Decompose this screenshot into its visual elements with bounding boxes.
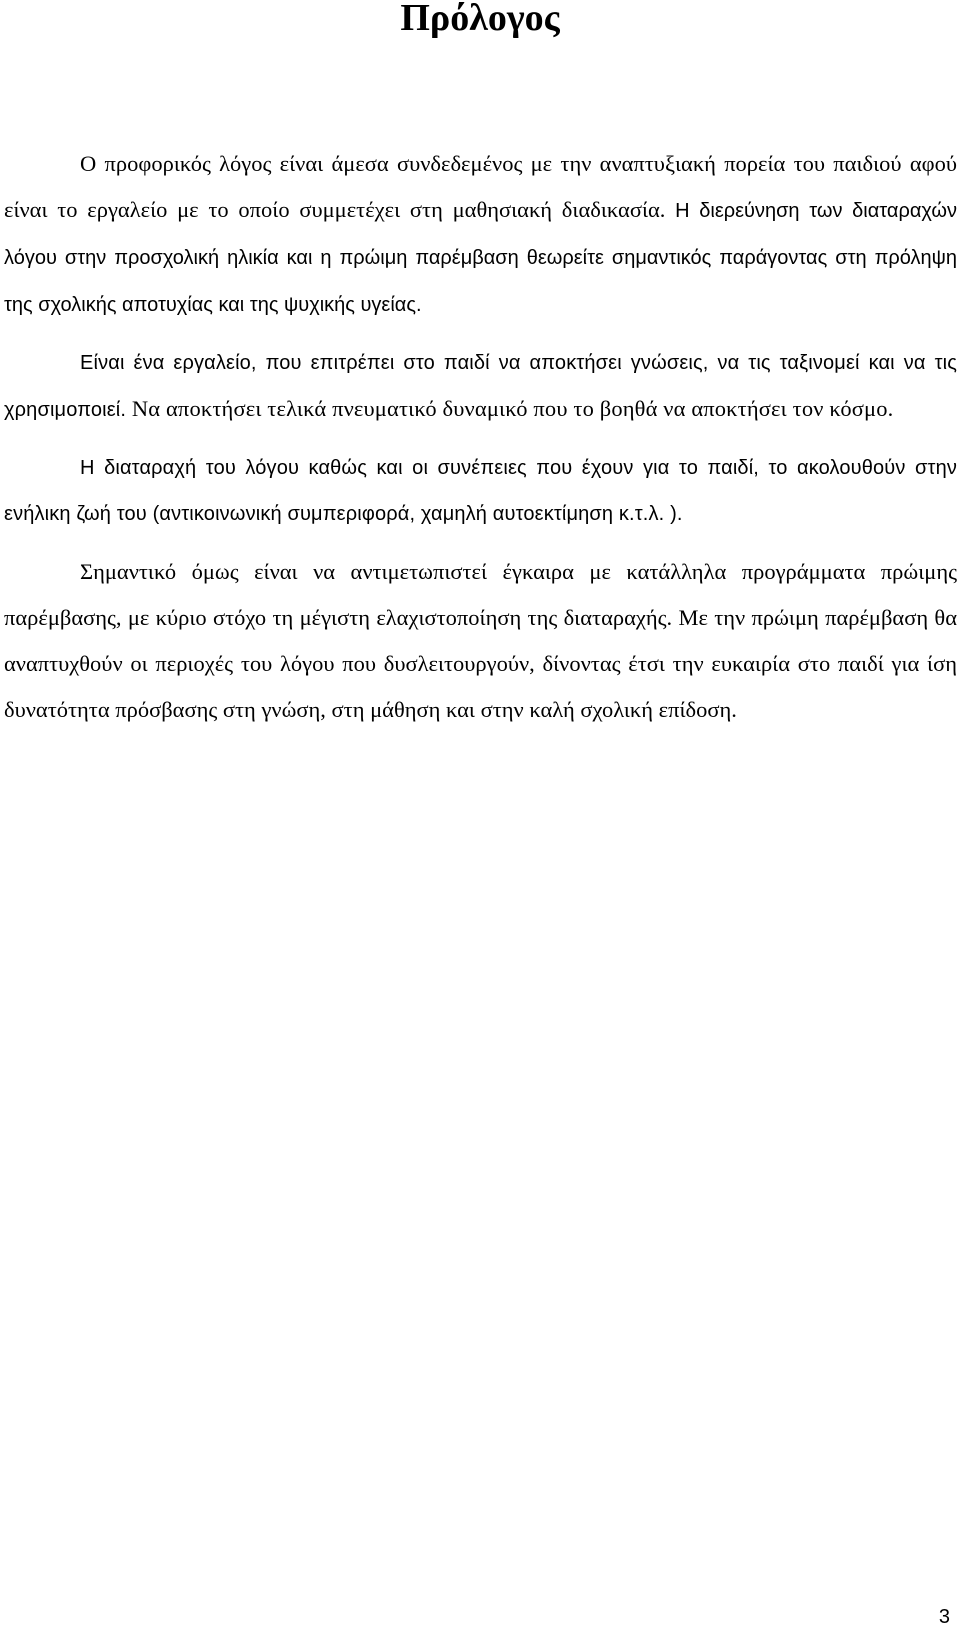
paragraph-1-part-serif: Ο προφορικός λόγος είναι άμεσα συνδεδεμένος με την αναπτυξιακή πορεία του παιδιού αφού είναι το εργαλείο με το οποίο συμμετέχει στη μαθησιακή διαδικασία. (4, 151, 957, 222)
paragraph-2-part-1: Είναι ένα εργαλείο, που επιτρέπει στο παιδί να αποκτήσει γνώσεις, να τις ταξινομεί και να τις χρησιμοποιεί. (4, 352, 957, 421)
paragraph-3: Η διαταραχή του λόγου καθώς και οι συνέπειες που έχουν για το παιδί, το ακολουθούν στην ενήλικη ζωή του (αντικοινωνική συμπεριφορά, χαμηλή αυτοεκτίμηση κ.τ.λ. ). (4, 457, 957, 525)
paragraph-4: Σημαντικό όμως είναι να αντιμετωπιστεί έγκαιρα με κατάλληλα προγράμματα πρώιμης παρέμβασης, με κύριο στόχο τη μέγιστη ελαχιστοποίηση της διαταραχής. Με την πρώιμη παρέμβαση θα αναπτυχθούν οι περιοχές του λόγου που δυσλειτουργούν, δίνοντας έτσι την ευκαιρία στο παιδί για ίση δυνατότητα πρόσβασης στη γνώση, στη μάθηση και στην καλή σχολική επίδοση. (4, 559, 957, 722)
paragraph-2-part-2: Να αποκτήσει τελικά πνευματικό δυναμικό που το βοηθά να αποκτήσει τον κόσμο. (126, 396, 894, 421)
page-number: 3 (938, 1606, 950, 1628)
paragraph-2 (4, 340, 957, 433)
paragraph-1-part-sans: Η διερεύνηση των διαταραχών λόγου στην προσχολική ηλικία και η πρώιμη παρέμβαση θεωρείτε σημαντικός παράγοντας στη πρόληψη της σχολικής αποτυχίας και της ψυχικής υγείας. (4, 200, 957, 316)
page-title: Πρόλογος (400, 0, 560, 39)
document-body (4, 141, 957, 733)
paragraph-1 (4, 141, 957, 328)
